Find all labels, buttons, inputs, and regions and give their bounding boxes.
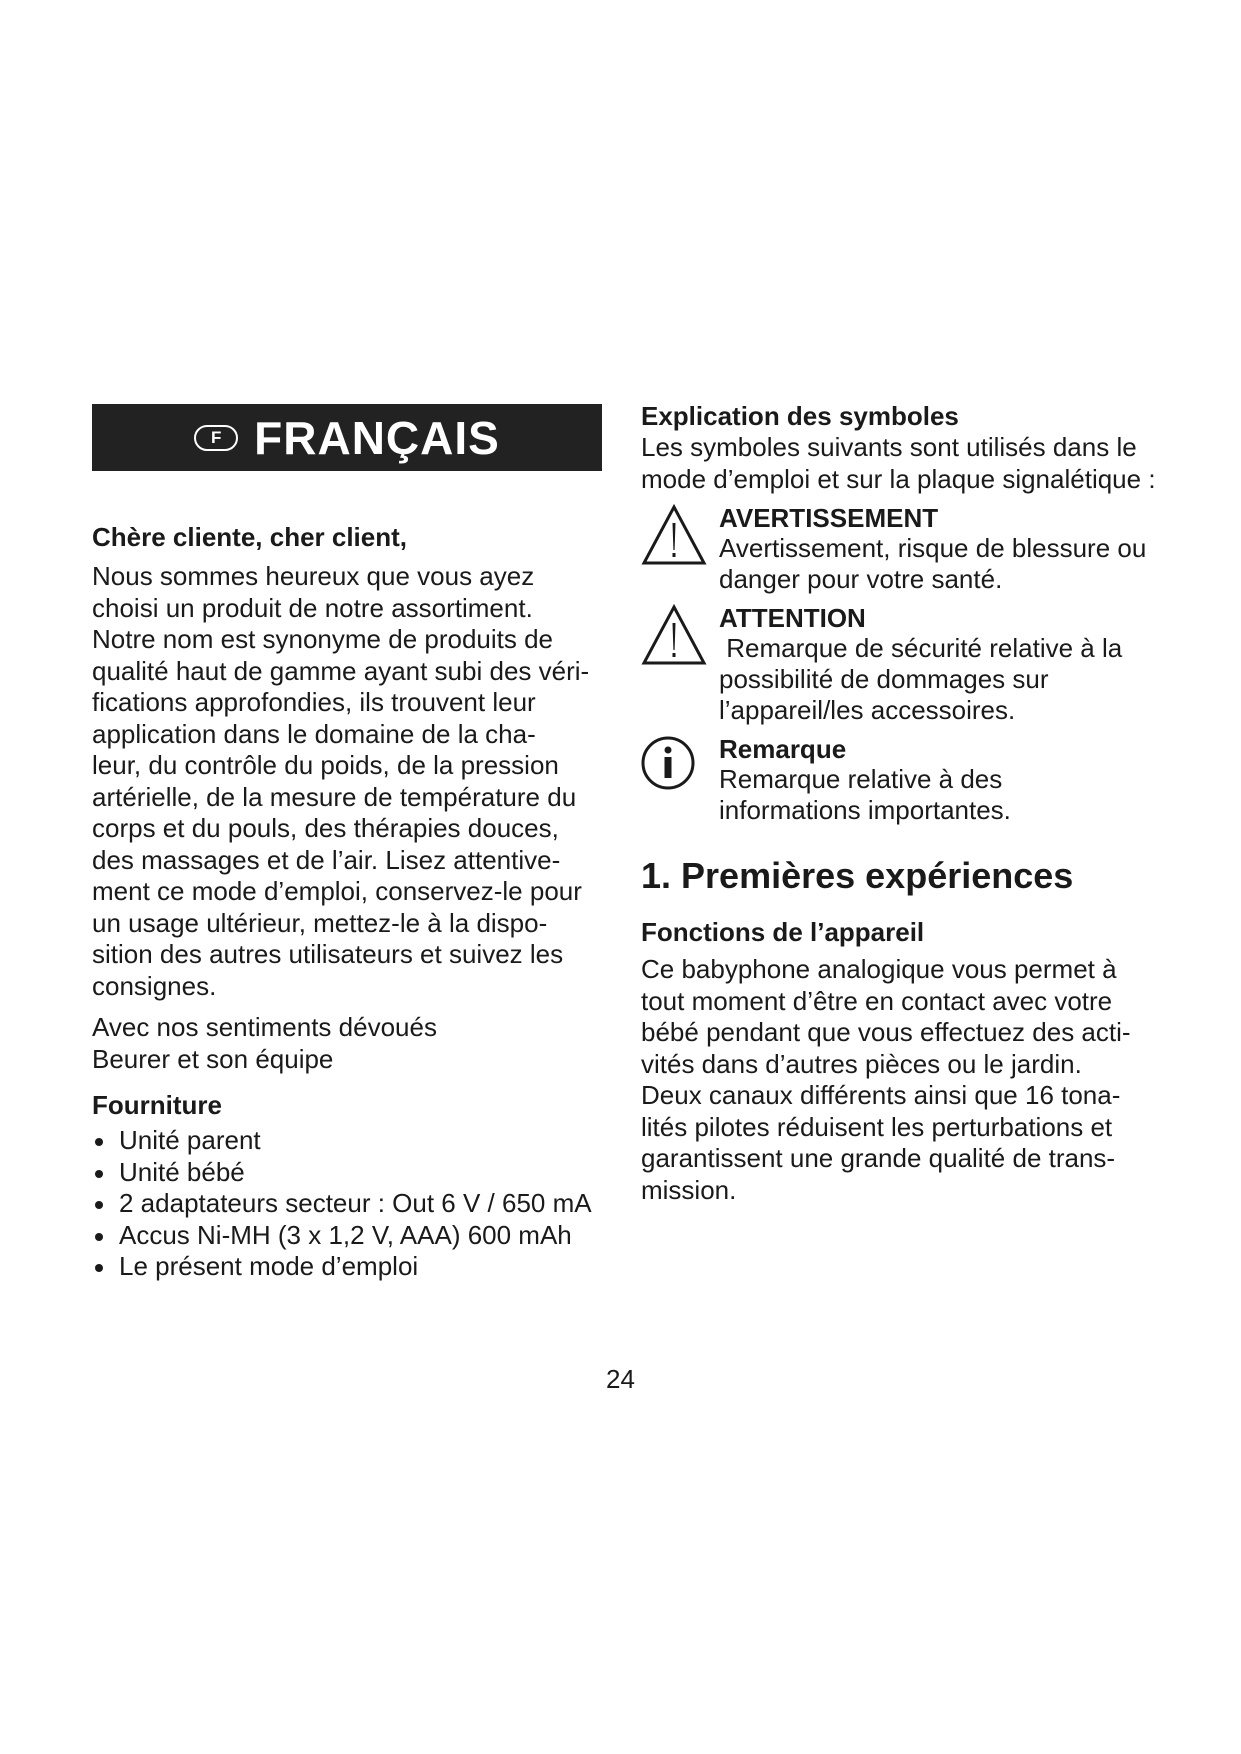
- warning-triangle-icon: [641, 603, 719, 726]
- signoff-line: Avec nos sentiments dévoués: [92, 1012, 437, 1042]
- intro-line: qualité haut de gamme ayant subi des véri-: [92, 655, 590, 686]
- language-banner: [92, 404, 602, 471]
- list-item: Accus Ni-MH (3 x 1,2 V, AAA) 600 mAh: [92, 1220, 602, 1252]
- intro-line: Nous sommes heureux que vous ayez: [92, 561, 535, 591]
- intro-line: consignes.: [92, 970, 217, 1001]
- symbol-line: possibilité de dommages sur: [719, 664, 1049, 694]
- symbol-line: Remarque relative à des: [719, 764, 1003, 794]
- intro-line: Notre nom est synonyme de produits de: [92, 624, 554, 654]
- greeting-heading: Chère cliente, cher client,: [92, 522, 408, 552]
- intro-line: leur, du contrôle du poids, de la pression: [92, 750, 559, 780]
- symbol-warning: [641, 503, 1161, 595]
- list-item: Unité bébé: [92, 1157, 602, 1189]
- intro-line: fications approfondies, ils trouvent leur: [92, 687, 536, 717]
- section-line: vités dans d’autres pièces ou le jardin.: [641, 1048, 1082, 1079]
- intro-line: des massages et de l’air. Lisez attentive-: [92, 844, 561, 875]
- symbol-title: ATTENTION: [719, 603, 866, 633]
- symbol-title: AVERTISSEMENT: [719, 503, 939, 533]
- intro-paragraph: [92, 561, 602, 1002]
- section-paragraph: [641, 954, 1161, 1206]
- info-icon: [641, 734, 719, 826]
- list-item: Le présent mode d’emploi: [92, 1251, 602, 1283]
- supply-heading: Fourniture: [92, 1090, 222, 1120]
- section-line: tout moment d’être en contact avec votre: [641, 985, 1113, 1016]
- section-title: 1. Premières expériences: [641, 855, 1074, 896]
- section-line: Ce babyphone analogique vous permet à: [641, 954, 1117, 984]
- list-item: Unité parent: [92, 1125, 602, 1157]
- page-number: 24: [606, 1364, 635, 1394]
- section-line: Deux canaux différents ainsi que 16 tona-: [641, 1080, 1121, 1110]
- section-line: lités pilotes réduisent les perturbations et: [641, 1111, 1113, 1142]
- symbol-line: Avertissement, risque de blessure ou: [719, 533, 1147, 563]
- section-line: garantissent une grande qualité de trans-: [641, 1143, 1116, 1173]
- intro-line: corps et du pouls, des thérapies douces,: [92, 813, 559, 843]
- section-line: bébé pendant que vous effectuez des acti-: [641, 1017, 1131, 1047]
- intro-line: choisi un produit de notre assortiment.: [92, 592, 533, 623]
- left-column: [92, 404, 602, 1283]
- symbols-intro-line: mode d’emploi et sur la plaque signalétique :: [641, 463, 1156, 494]
- intro-line: application dans le domaine de la cha-: [92, 718, 536, 749]
- symbol-line: l’appareil/les accessoires.: [719, 695, 1016, 725]
- symbols-intro-line: Les symboles suivants sont utilisés dans le: [641, 432, 1137, 462]
- signoff-line: Beurer et son équipe: [92, 1043, 334, 1074]
- symbol-line: Remarque de sécurité relative à la: [719, 633, 1123, 663]
- language-badge: F: [194, 425, 238, 451]
- symbol-title: Remarque: [719, 734, 847, 764]
- signoff: [92, 1012, 602, 1075]
- symbol-attention: [641, 603, 1161, 726]
- right-column: [641, 400, 1161, 1206]
- intro-line: un usage ultérieur, mettez-le à la dispo-: [92, 907, 548, 938]
- intro-line: ment ce mode d’emploi, conservez-le pour: [92, 876, 582, 906]
- language-title: FRANÇAIS: [254, 411, 500, 464]
- intro-line: artérielle, de la mesure de température du: [92, 781, 577, 812]
- section-subheading: Fonctions de l’appareil: [641, 917, 925, 947]
- symbol-remark: [641, 734, 1161, 826]
- section-line: mission.: [641, 1174, 737, 1205]
- supply-list: [92, 1125, 602, 1283]
- warning-triangle-icon: [641, 503, 719, 595]
- symbol-line: informations importantes.: [719, 795, 1011, 825]
- symbol-line: danger pour votre santé.: [719, 564, 1003, 594]
- list-item: 2 adaptateurs secteur : Out 6 V / 650 mA: [92, 1188, 602, 1220]
- intro-line: sition des autres utilisateurs et suivez les: [92, 939, 564, 969]
- symbols-heading: Explication des symboles: [641, 401, 959, 431]
